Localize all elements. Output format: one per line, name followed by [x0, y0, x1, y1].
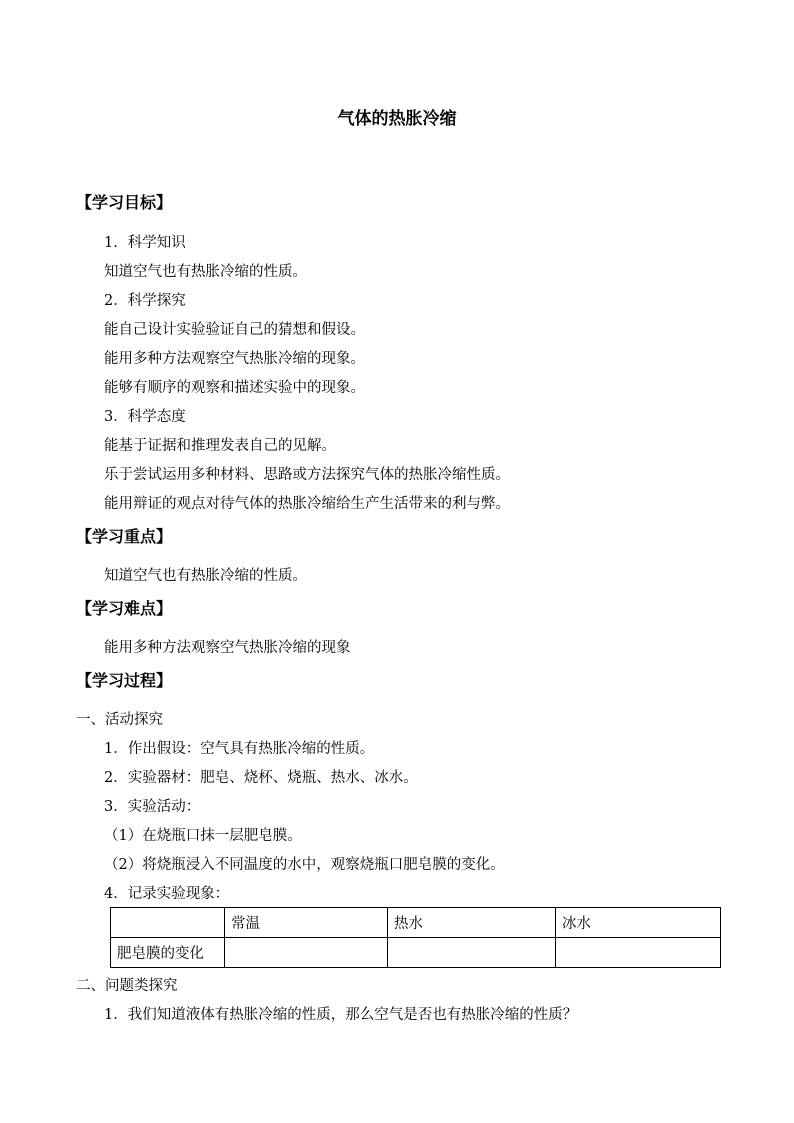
goal-line: 能用多种方法观察空气热胀冷缩的现象。: [104, 351, 365, 367]
table-row-label: 肥皂膜的变化: [111, 938, 225, 968]
difficult-heading: 【学习难点】: [76, 599, 173, 618]
activity-line: 1．作出假设：空气具有热胀冷缩的性质。: [104, 741, 375, 757]
activity-line: （1）在烧瓶口抹一层肥皂膜。: [104, 828, 302, 844]
table-row: [111, 908, 721, 938]
goal-line: 能自己设计实验验证自己的猜想和假设。: [104, 322, 365, 338]
goal-line: 乐于尝试运用多种材料、思路或方法探究气体的热胀冷缩性质。: [104, 467, 510, 483]
activity-line: 3．实验活动：: [104, 799, 201, 815]
activity-line: （2）将烧瓶浸入不同温度的水中，观察烧瓶口肥皂膜的变化。: [104, 857, 505, 873]
difficult-text: 能用多种方法观察空气热胀冷缩的现象: [104, 640, 351, 656]
activity-line: 2．实验器材：肥皂、烧杯、烧瓶、热水、冰水。: [104, 770, 418, 786]
goal-line: 能基于证据和推理发表自己的见解。: [104, 438, 336, 454]
table-header-cell: [111, 908, 225, 938]
activity-line: 4．记录实验现象：: [104, 886, 230, 902]
table-header-cell: 常温: [225, 908, 388, 938]
key-heading: 【学习重点】: [76, 527, 173, 546]
goal-line: 3．科学态度: [104, 409, 186, 425]
question-text: 1．我们知道液体有热胀冷缩的性质，那么空气是否也有热胀冷缩的性质？: [104, 1007, 578, 1023]
table-cell: [388, 938, 556, 968]
key-text: 知道空气也有热胀冷缩的性质。: [104, 568, 307, 584]
observation-table: [110, 907, 721, 968]
goal-line: 能用辩证的观点对待气体的热胀冷缩给生产生活带来的利与弊。: [104, 496, 510, 512]
table-header-cell: 热水: [388, 908, 556, 938]
activity-heading: 一、活动探究: [76, 712, 163, 728]
goal-line: 1．科学知识: [104, 235, 186, 251]
goal-line: 2．科学探究: [104, 293, 186, 309]
goals-heading: 【学习目标】: [76, 193, 173, 212]
table-row: [111, 938, 721, 968]
table-cell: [556, 938, 721, 968]
process-heading: 【学习过程】: [76, 671, 173, 690]
table-cell: [225, 938, 388, 968]
table-header-cell: 冰水: [556, 908, 721, 938]
goal-line: 知道空气也有热胀冷缩的性质。: [104, 264, 307, 280]
document-title: 气体的热胀冷缩: [337, 109, 457, 129]
question-heading: 二、问题类探究: [76, 978, 178, 994]
goal-line: 能够有顺序的观察和描述实验中的现象。: [104, 380, 365, 396]
